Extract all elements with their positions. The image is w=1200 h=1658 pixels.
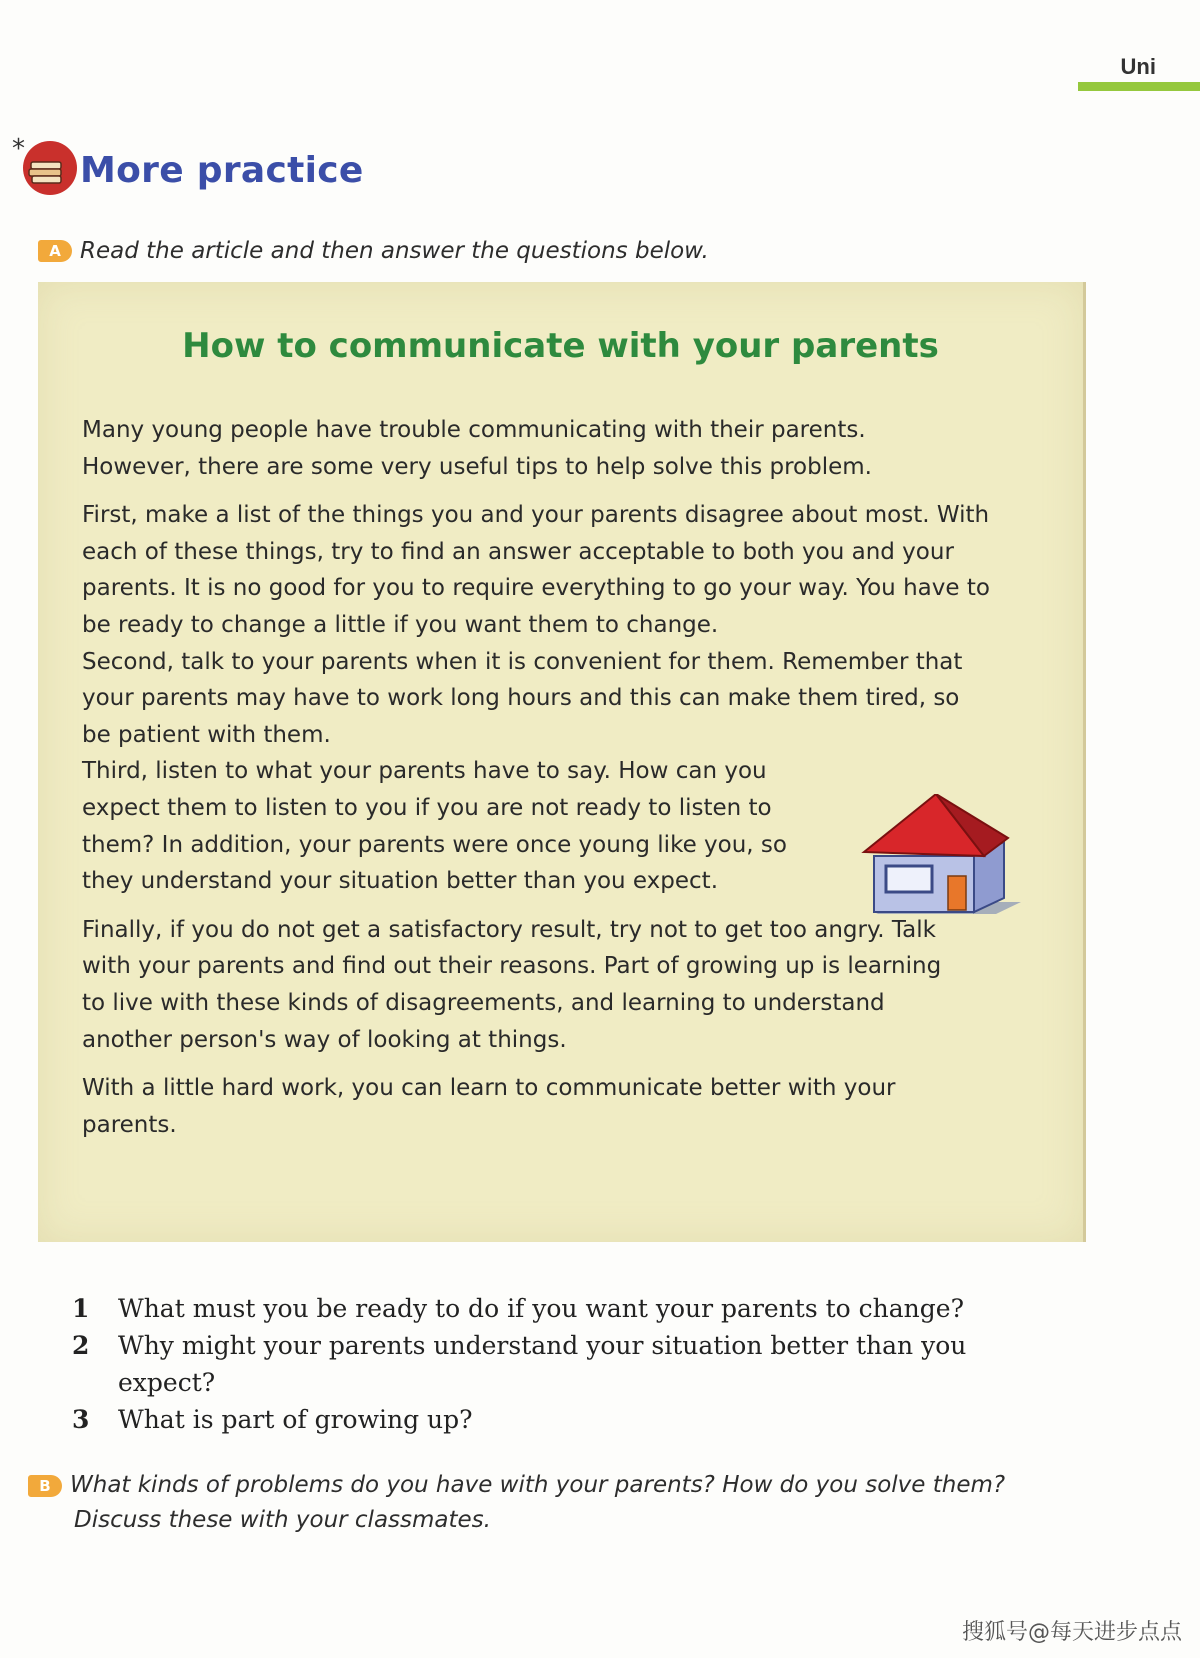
question-number: 1 bbox=[72, 1294, 90, 1323]
task-a-badge: A bbox=[38, 240, 72, 262]
question-item bbox=[72, 1401, 1072, 1438]
book-stack-icon bbox=[22, 140, 78, 196]
article-paragraph: Second, talk to your parents when it is convenient for them. Remember that your parents may have to work long hours and this can make them tired, so be patient with them. bbox=[82, 648, 963, 748]
task-b-badge: B bbox=[28, 1475, 62, 1497]
article-paragraph: With a little hard work, you can learn to communicate better with your parents. bbox=[82, 1075, 896, 1138]
unit-accent-bar bbox=[1078, 82, 1200, 91]
question-list bbox=[72, 1290, 1072, 1438]
article-paragraph: Third, listen to what your parents have to say. How can you expect them to listen to you if you are not ready to listen to them? In addition, your parents were once young like you, so they understand your situation better than you expect. bbox=[82, 758, 787, 895]
article-panel bbox=[38, 282, 1086, 1242]
article-title: How to communicate with your parents bbox=[182, 326, 939, 366]
question-text: What must you be ready to do if you want your parents to change? bbox=[118, 1294, 964, 1323]
house-icon bbox=[856, 794, 1026, 934]
unit-label: Uni bbox=[1120, 54, 1156, 79]
watermark: 搜狐号@每天进步点点 bbox=[961, 1620, 1182, 1645]
article-paragraph: Many young people have trouble communicating with their parents. However, there are some very useful tips to help solve this problem. bbox=[82, 417, 872, 480]
article-paragraph: Finally, if you do not get a satisfactory result, try not to get too angry. Talk with your parents and find out their reasons. Part of growing up is learning to live with these kinds of disagreements, and learning to understand another person's way of looking at things. bbox=[82, 916, 942, 1053]
task-a-text: Read the article and then answer the questions below. bbox=[80, 238, 709, 264]
question-text: Why might your parents understand your situation better than you expect? bbox=[118, 1331, 967, 1397]
question-number: 3 bbox=[72, 1405, 90, 1434]
article-paragraph: First, make a list of the things you and your parents disagree about most. With each of these things, try to find an answer acceptable to both you and your parents. It is no good for you to require everything to go your way. You have to be ready to change a little if you want them to change. bbox=[82, 502, 990, 638]
question-text: What is part of growing up? bbox=[118, 1405, 473, 1434]
task-b-instruction bbox=[28, 1468, 1128, 1538]
task-b-line1: What kinds of problems do you have with your parents? How do you solve them? bbox=[70, 1472, 1006, 1498]
asterisk-mark: * bbox=[12, 134, 25, 164]
article-body bbox=[82, 412, 1082, 1155]
task-b-line2: Discuss these with your classmates. bbox=[74, 1507, 491, 1533]
task-a-instruction bbox=[38, 238, 709, 264]
question-item bbox=[72, 1327, 1072, 1401]
question-number: 2 bbox=[72, 1331, 90, 1360]
section-title: More practice bbox=[80, 150, 364, 191]
question-item bbox=[72, 1290, 1072, 1327]
